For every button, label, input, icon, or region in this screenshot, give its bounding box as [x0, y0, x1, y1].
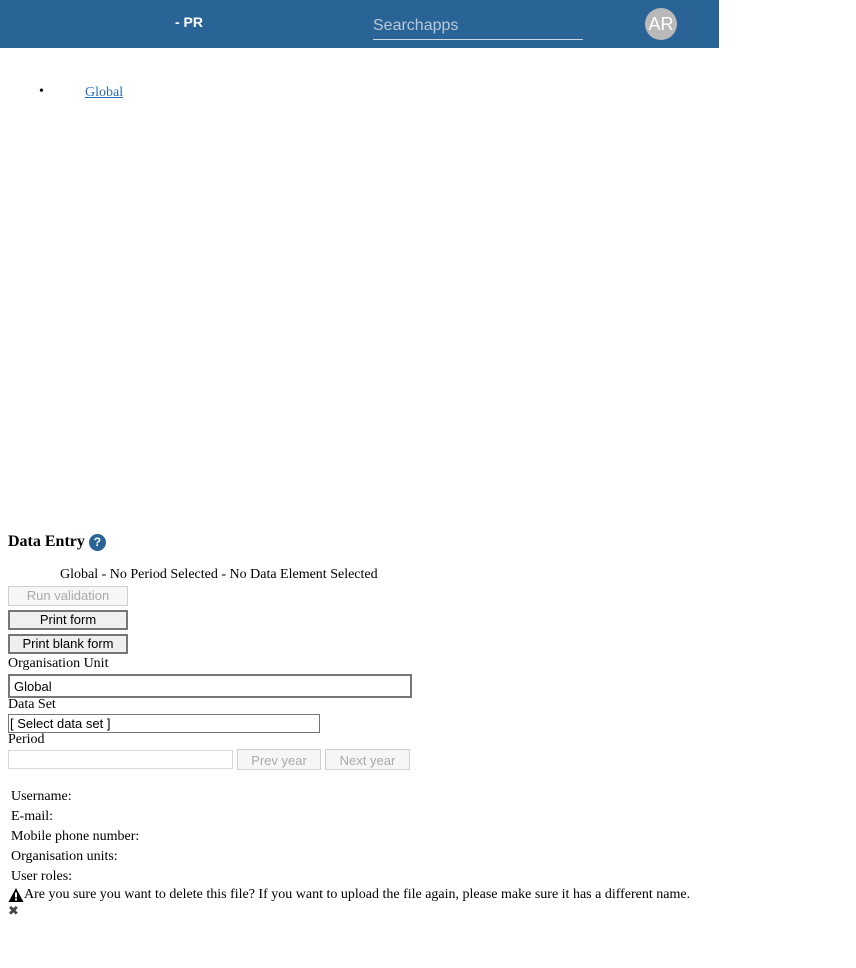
next-year-button[interactable]: Next year: [325, 749, 410, 770]
user-avatar[interactable]: AR: [645, 8, 677, 40]
app-title[interactable]: - PR: [175, 14, 203, 30]
user-roles-label: User roles:: [11, 869, 73, 884]
page-title: [8, 533, 106, 551]
close-icon[interactable]: ✖: [8, 904, 19, 919]
org-unit-label: Organisation Unit: [8, 656, 109, 671]
tree-bullet: •: [39, 84, 44, 99]
prev-year-button[interactable]: Prev year: [237, 749, 321, 770]
print-form-button[interactable]: Print form: [8, 610, 128, 630]
org-tree-item-global[interactable]: Global: [85, 85, 124, 100]
period-label: Period: [8, 732, 45, 747]
email-label: E-mail:: [11, 809, 53, 824]
username-label: Username:: [11, 789, 72, 804]
org-units-label: Organisation units:: [11, 849, 118, 864]
mobile-label: Mobile phone number:: [11, 829, 140, 844]
period-select[interactable]: [8, 750, 233, 769]
selection-summary: Global - No Period Selected - No Data Element Selected: [60, 567, 378, 582]
delete-file-notice: [8, 887, 690, 903]
warning-icon: [8, 887, 24, 903]
help-icon[interactable]: ?: [89, 534, 106, 551]
header-bar: [0, 0, 719, 48]
print-blank-form-button[interactable]: Print blank form: [8, 634, 128, 654]
data-set-select[interactable]: [ Select data set ]: [8, 714, 320, 733]
page-title-text: Data Entry: [8, 533, 85, 550]
org-unit-field[interactable]: Global: [8, 674, 412, 698]
run-validation-button[interactable]: Run validation: [8, 586, 128, 606]
notice-text: Are you sure you want to delete this file? If you want to upload the file again, please make sure it has a different name.: [24, 887, 691, 902]
data-set-label: Data Set: [8, 697, 56, 712]
search-apps-input[interactable]: [373, 12, 583, 40]
